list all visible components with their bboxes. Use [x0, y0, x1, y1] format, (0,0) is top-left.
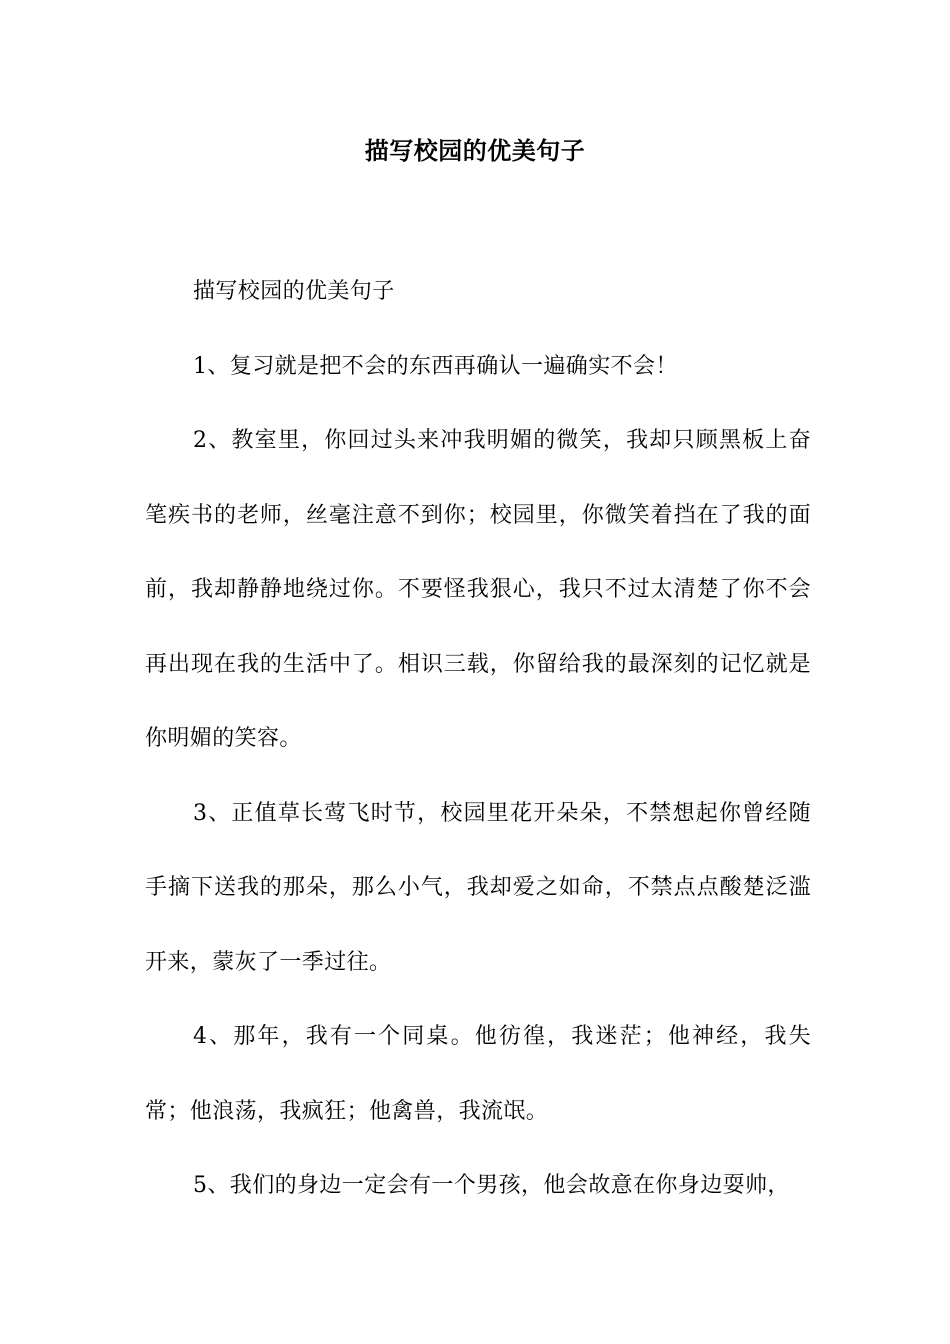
paragraph-item-5: 5、我们的身边一定会有一个男孩，他会故意在你身边耍帅， — [193, 1173, 790, 1198]
paragraph-heading: 描写校园的优美句子 — [193, 279, 395, 304]
paragraph-item-1: 1、复习就是把不会的东西再确认一遍确实不会！ — [193, 353, 678, 379]
paragraph-item-4: 4、那年，我有一个同桌。他彷徨，我迷茫；他神经，我失常；他浪荡，我疯狂；他禽兽，我流氓。 — [145, 1024, 811, 1124]
document-title: 描写校园的优美句子 — [364, 137, 586, 165]
paragraph-item-3: 3、正值草长莺飞时节，校园里花开朵朵，不禁想起你曾经随手摘下送我的那朵，那么小气，我却爱之如命，不禁点点酸楚泛滥开来，蒙灰了一季过往。 — [145, 800, 811, 975]
paragraph-item-2: 2、教室里，你回过头来冲我明媚的微笑，我却只顾黑板上奋笔疾书的老师，丝毫注意不到你；校园里，你微笑着挡在了我的面前，我却静静地绕过你。不要怪我狠心，我只不过太清楚了你不会再出现在我的生活中了。相识三载，你留给我的最深刻的记忆就是你明媚的笑容。 — [145, 428, 811, 751]
document-body — [145, 255, 811, 1224]
